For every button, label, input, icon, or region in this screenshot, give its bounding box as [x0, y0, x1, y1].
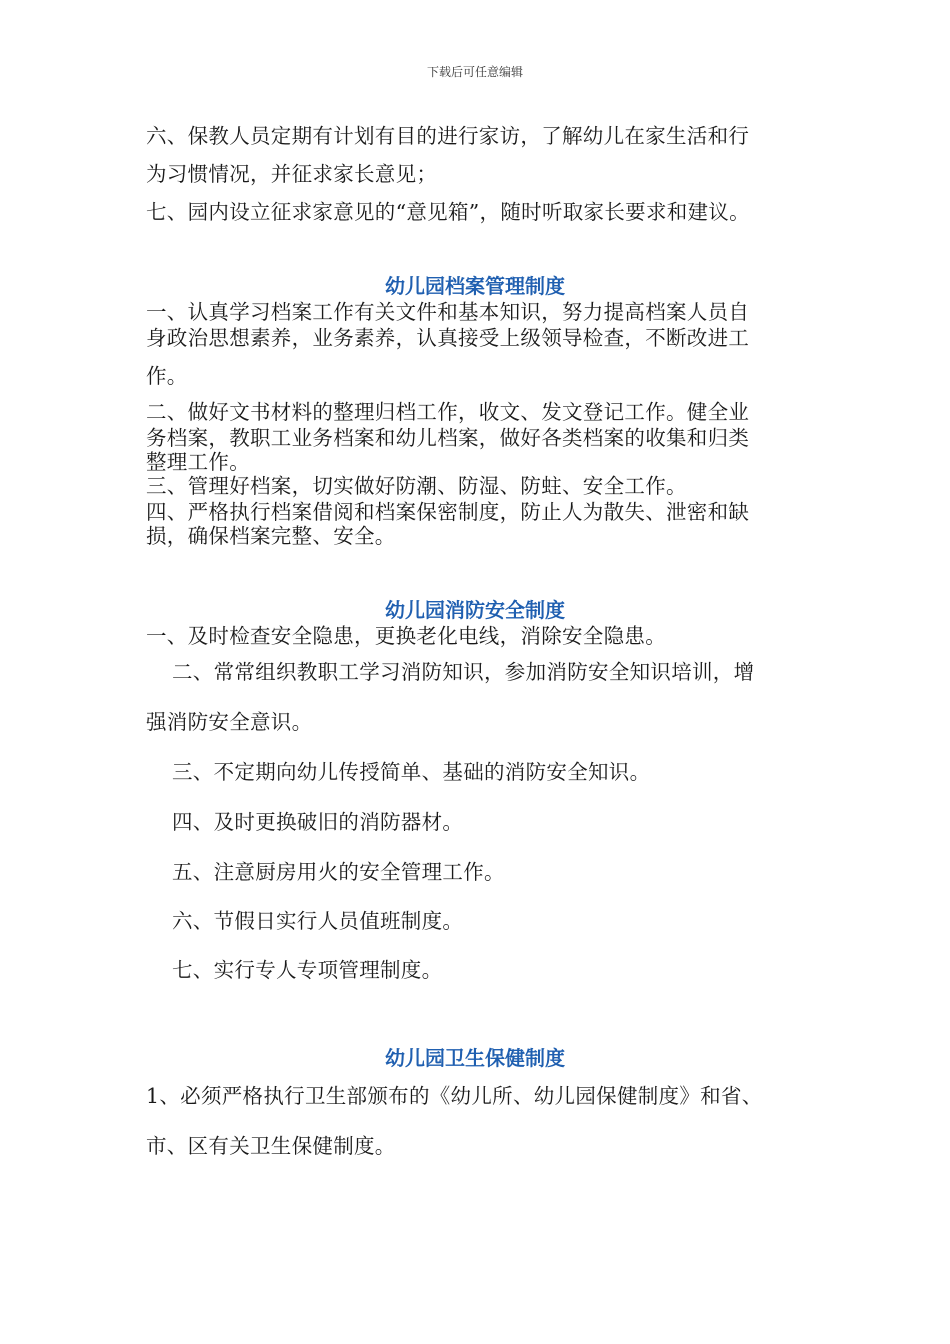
paragraph-line: 三、管理好档案，切实做好防潮、防湿、防蛀、安全工作。 — [146, 474, 687, 498]
paragraph-line: 强消防安全意识。 — [146, 710, 313, 734]
paragraph-line: 六、保教人员定期有计划有目的进行家访，了解幼儿在家生活和行 — [146, 124, 750, 148]
download-note: 下载后可任意编辑 — [426, 65, 523, 79]
paragraph-line: 1、必须严格执行卫生部颁布的《幼儿所、幼儿园保健制度》和省、 — [146, 1084, 763, 1108]
paragraph-line: 七、园内设立征求家意见的“意见箱”，随时听取家长要求和建议。 — [146, 200, 750, 224]
paragraph-line: 二、做好文书材料的整理归档工作，收文、发文登记工作。健全业 — [146, 400, 750, 424]
paragraph-line: 整理工作。 — [146, 450, 250, 474]
section-heading-fire-safety: 幼儿园消防安全制度 — [385, 598, 565, 622]
paragraph-line: 作。 — [146, 364, 188, 388]
paragraph-line: 为习惯情况，并征求家长意见； — [146, 162, 438, 186]
paragraph-line: 四、严格执行档案借阅和档案保密制度，防止人为散失、泄密和缺 — [146, 500, 750, 524]
paragraph-line: 一、认真学习档案工作有关文件和基本知识，努力提高档案人员自 — [146, 300, 750, 324]
paragraph-line: 七、实行专人专项管理制度。 — [172, 958, 443, 982]
paragraph-line: 损，确保档案完整、安全。 — [146, 524, 396, 548]
paragraph-line: 三、不定期向幼儿传授简单、基础的消防安全知识。 — [172, 760, 651, 784]
paragraph-line: 五、注意厨房用火的安全管理工作。 — [172, 860, 505, 884]
paragraph-line: 务档案，教职工业务档案和幼儿档案，做好各类档案的收集和归类 — [146, 426, 750, 450]
paragraph-line: 一、及时检查安全隐患，更换老化电线，消除安全隐患。 — [146, 624, 666, 648]
paragraph-line: 身政治思想素养，业务素养，认真接受上级领导检查，不断改进工 — [146, 326, 750, 350]
paragraph-line: 六、节假日实行人员值班制度。 — [172, 909, 464, 933]
section-heading-health-care: 幼儿园卫生保健制度 — [385, 1046, 565, 1070]
paragraph-line: 四、及时更换破旧的消防器材。 — [172, 810, 464, 834]
section-heading-archive: 幼儿园档案管理制度 — [385, 274, 565, 298]
paragraph-line: 市、区有关卫生保健制度。 — [146, 1134, 396, 1158]
paragraph-line: 二、常常组织教职工学习消防知识，参加消防安全知识培训，增 — [172, 660, 755, 684]
